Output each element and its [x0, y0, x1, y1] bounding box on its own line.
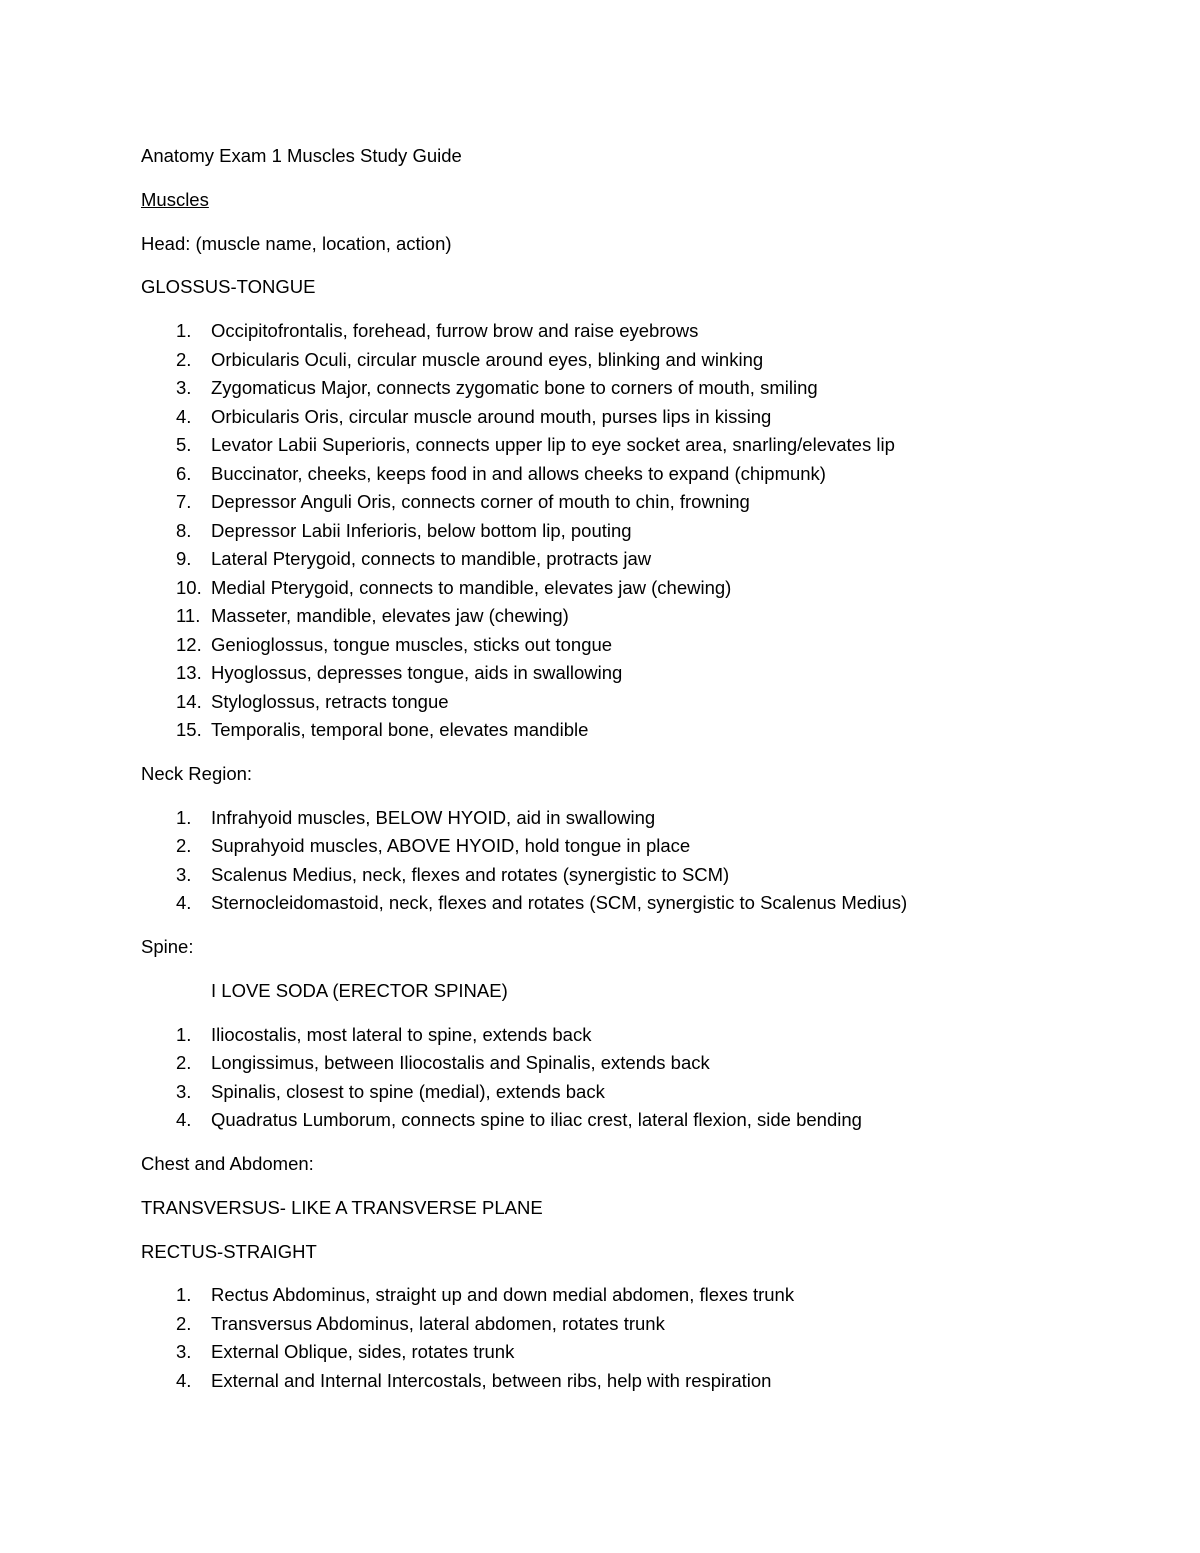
- list-item: [141, 1049, 1061, 1078]
- list-item-text: External and Internal Intercostals, between ribs, help with respiration: [211, 1369, 772, 1391]
- list-item-number: 10.: [176, 576, 202, 598]
- list-item-text: Zygomaticus Major, connects zygomatic bone to corners of mouth, smiling: [211, 377, 818, 399]
- list-item-number: 7.: [176, 491, 192, 513]
- list-item-number: 1.: [176, 320, 192, 342]
- list-item: [141, 1367, 1061, 1396]
- list-item-text: Hyoglossus, depresses tongue, aids in swallowing: [211, 662, 623, 684]
- list-item-number: 3.: [176, 1080, 192, 1102]
- list-item-number: 12.: [176, 633, 202, 655]
- list-item-text: Depressor Anguli Oris, connects corner of mouth to chin, frowning: [211, 491, 750, 513]
- list-item: [141, 545, 1061, 574]
- list-item: [141, 861, 1061, 890]
- list-item: [141, 1338, 1061, 1367]
- list-item-text: Temporalis, temporal bone, elevates mandible: [211, 719, 589, 741]
- neck-section-label: Neck Region:: [141, 762, 253, 784]
- list-item-text: Levator Labii Superioris, connects upper lip to eye socket area, snarling/elevates lip: [211, 434, 895, 456]
- list-item-number: 2.: [176, 835, 192, 857]
- list-item: [141, 1078, 1061, 1107]
- list-item-number: 9.: [176, 548, 192, 570]
- list-item: [141, 688, 1061, 717]
- list-item-number: 2.: [176, 1312, 192, 1334]
- list-item: [141, 716, 1061, 745]
- list-item: [141, 1281, 1061, 1310]
- list-item: [141, 517, 1061, 546]
- list-item: [141, 317, 1061, 346]
- transversus-mnemonic: TRANSVERSUS- LIKE A TRANSVERSE PLANE: [141, 1196, 543, 1218]
- list-item-text: Depressor Labii Inferioris, below bottom lip, pouting: [211, 519, 632, 541]
- list-item-text: Masseter, mandible, elevates jaw (chewing): [211, 605, 569, 627]
- list-item-text: Rectus Abdominus, straight up and down medial abdomen, flexes trunk: [211, 1284, 795, 1306]
- list-item-number: 3.: [176, 377, 192, 399]
- list-item: [141, 431, 1061, 460]
- list-item-text: Longissimus, between Iliocostalis and Spinalis, extends back: [211, 1052, 710, 1074]
- list-item-text: Buccinator, cheeks, keeps food in and allows cheeks to expand (chipmunk): [211, 462, 826, 484]
- spine-mnemonic: I LOVE SODA (ERECTOR SPINAE): [211, 979, 508, 1001]
- list-item-number: 11.: [176, 605, 201, 627]
- list-item-number: 1.: [176, 1284, 192, 1306]
- list-item-number: 4.: [176, 1369, 192, 1391]
- list-item: [141, 460, 1061, 489]
- list-item: [141, 574, 1061, 603]
- list-item-number: 8.: [176, 519, 192, 541]
- list-item: [141, 1106, 1061, 1135]
- list-item-text: Sternocleidomastoid, neck, flexes and rotates (SCM, synergistic to Scalenus Medius): [211, 892, 908, 914]
- chest-muscle-list: [141, 1281, 1061, 1395]
- list-item-text: Occipitofrontalis, forehead, furrow brow and raise eyebrows: [211, 320, 699, 342]
- list-item-number: 14.: [176, 690, 202, 712]
- list-item-number: 2.: [176, 1052, 192, 1074]
- list-item-text: External Oblique, sides, rotates trunk: [211, 1341, 515, 1363]
- list-item-number: 15.: [176, 719, 202, 741]
- spine-muscle-list: [141, 1021, 1061, 1135]
- list-item: [141, 804, 1061, 833]
- list-item-text: Transversus Abdominus, lateral abdomen, rotates trunk: [211, 1312, 665, 1334]
- list-item-text: Scalenus Medius, neck, flexes and rotates (synergistic to SCM): [211, 863, 730, 885]
- list-item-text: Iliocostalis, most lateral to spine, extends back: [211, 1023, 592, 1045]
- neck-muscle-list: [141, 804, 1061, 918]
- list-item: [141, 832, 1061, 861]
- list-item: [141, 659, 1061, 688]
- rectus-mnemonic: RECTUS-STRAIGHT: [141, 1240, 317, 1262]
- list-item-number: 4.: [176, 1109, 192, 1131]
- chest-section-label: Chest and Abdomen:: [141, 1152, 314, 1174]
- list-item-text: Spinalis, closest to spine (medial), extends back: [211, 1080, 605, 1102]
- list-item-number: 5.: [176, 434, 192, 456]
- list-item-number: 4.: [176, 892, 192, 914]
- list-item-text: Orbicularis Oris, circular muscle around mouth, purses lips in kissing: [211, 405, 772, 427]
- head-muscle-list: [141, 317, 1061, 745]
- list-item-number: 6.: [176, 462, 192, 484]
- list-item-number: 13.: [176, 662, 202, 684]
- spine-section-label: Spine:: [141, 936, 194, 958]
- list-item-text: Orbicularis Oculi, circular muscle around eyes, blinking and winking: [211, 348, 764, 370]
- list-item: [141, 346, 1061, 375]
- list-item: [141, 374, 1061, 403]
- list-item: [141, 1310, 1061, 1339]
- head-mnemonic: GLOSSUS-TONGUE: [141, 276, 316, 298]
- list-item-text: Suprahyoid muscles, ABOVE HYOID, hold tongue in place: [211, 835, 691, 857]
- list-item-number: 3.: [176, 1341, 192, 1363]
- list-item-text: Infrahyoid muscles, BELOW HYOID, aid in swallowing: [211, 806, 656, 828]
- list-item-text: Medial Pterygoid, connects to mandible, elevates jaw (chewing): [211, 576, 732, 598]
- document-body: [141, 142, 1061, 1411]
- list-item: [141, 488, 1061, 517]
- head-section-label: Head: (muscle name, location, action): [141, 232, 452, 254]
- list-item-number: 1.: [176, 806, 192, 828]
- list-item: [141, 602, 1061, 631]
- list-item: [141, 889, 1061, 918]
- list-item-number: 1.: [176, 1023, 192, 1045]
- list-item: [141, 403, 1061, 432]
- list-item-text: Styloglossus, retracts tongue: [211, 690, 449, 712]
- document-title: Anatomy Exam 1 Muscles Study Guide: [141, 145, 462, 166]
- muscles-heading: Muscles: [141, 188, 209, 210]
- list-item-number: 2.: [176, 348, 192, 370]
- list-item-text: Lateral Pterygoid, connects to mandible, protracts jaw: [211, 548, 652, 570]
- list-item: [141, 631, 1061, 660]
- list-item-number: 4.: [176, 405, 192, 427]
- list-item: [141, 1021, 1061, 1050]
- list-item-number: 3.: [176, 863, 192, 885]
- list-item-text: Quadratus Lumborum, connects spine to iliac crest, lateral flexion, side bending: [211, 1109, 862, 1131]
- list-item-text: Genioglossus, tongue muscles, sticks out tongue: [211, 633, 613, 655]
